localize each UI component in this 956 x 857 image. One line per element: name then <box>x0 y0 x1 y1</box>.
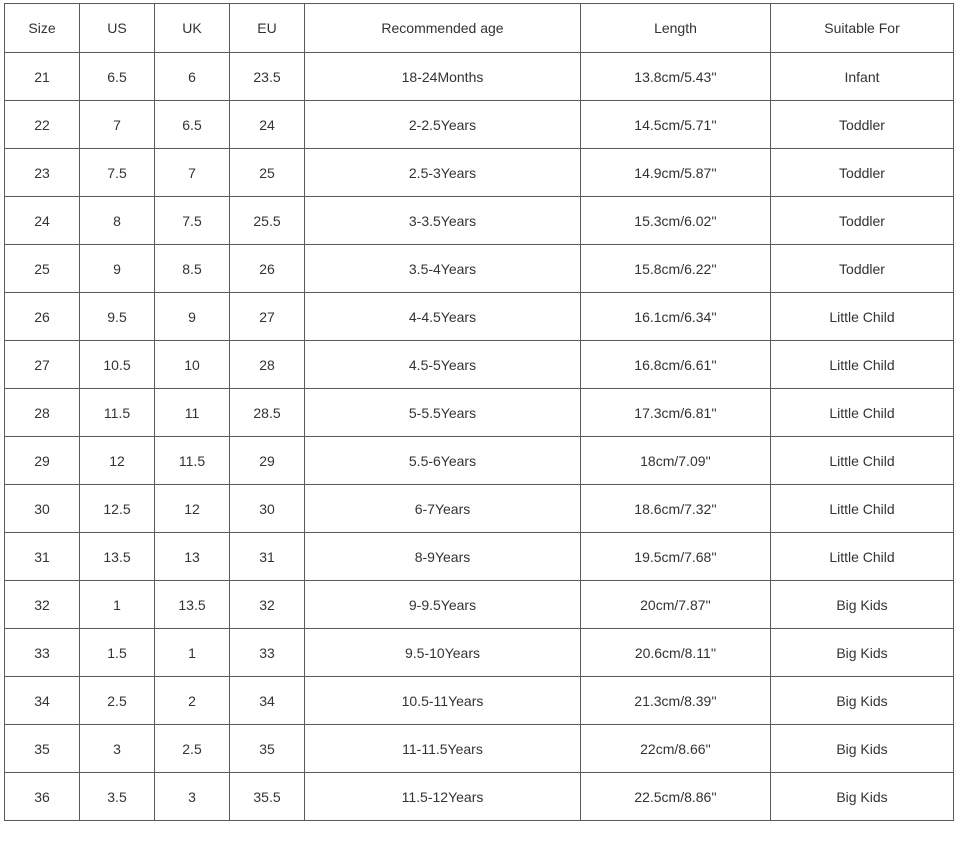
column-header-eu: EU <box>230 4 305 53</box>
table-body <box>5 53 954 821</box>
cell-recommended-age: 9.5-10Years <box>305 629 581 677</box>
cell-suitable-for: Big Kids <box>771 581 954 629</box>
cell-length: 22.5cm/8.86'' <box>581 773 771 821</box>
cell-uk: 6.5 <box>155 101 230 149</box>
cell-length: 17.3cm/6.81'' <box>581 389 771 437</box>
cell-eu: 23.5 <box>230 53 305 101</box>
cell-eu: 31 <box>230 533 305 581</box>
cell-suitable-for: Little Child <box>771 389 954 437</box>
cell-recommended-age: 2.5-3Years <box>305 149 581 197</box>
cell-length: 20cm/7.87'' <box>581 581 771 629</box>
table-header-row <box>5 4 954 53</box>
cell-size: 35 <box>5 725 80 773</box>
cell-length: 15.3cm/6.02'' <box>581 197 771 245</box>
table-row <box>5 341 954 389</box>
table-row <box>5 437 954 485</box>
cell-recommended-age: 3-3.5Years <box>305 197 581 245</box>
cell-recommended-age: 11-11.5Years <box>305 725 581 773</box>
cell-size: 26 <box>5 293 80 341</box>
table-row <box>5 389 954 437</box>
cell-uk: 11 <box>155 389 230 437</box>
cell-us: 7.5 <box>80 149 155 197</box>
cell-eu: 28 <box>230 341 305 389</box>
cell-suitable-for: Toddler <box>771 197 954 245</box>
cell-recommended-age: 3.5-4Years <box>305 245 581 293</box>
cell-eu: 30 <box>230 485 305 533</box>
cell-uk: 2.5 <box>155 725 230 773</box>
cell-recommended-age: 4.5-5Years <box>305 341 581 389</box>
cell-uk: 13 <box>155 533 230 581</box>
cell-length: 18.6cm/7.32'' <box>581 485 771 533</box>
cell-size: 33 <box>5 629 80 677</box>
cell-suitable-for: Toddler <box>771 101 954 149</box>
cell-suitable-for: Big Kids <box>771 629 954 677</box>
cell-suitable-for: Toddler <box>771 245 954 293</box>
cell-length: 19.5cm/7.68'' <box>581 533 771 581</box>
cell-recommended-age: 8-9Years <box>305 533 581 581</box>
cell-uk: 12 <box>155 485 230 533</box>
cell-suitable-for: Little Child <box>771 485 954 533</box>
cell-suitable-for: Big Kids <box>771 773 954 821</box>
cell-uk: 13.5 <box>155 581 230 629</box>
cell-suitable-for: Infant <box>771 53 954 101</box>
table-row <box>5 677 954 725</box>
cell-us: 7 <box>80 101 155 149</box>
table-row <box>5 629 954 677</box>
column-header-uk: UK <box>155 4 230 53</box>
cell-us: 2.5 <box>80 677 155 725</box>
cell-length: 21.3cm/8.39'' <box>581 677 771 725</box>
cell-size: 31 <box>5 533 80 581</box>
cell-us: 12.5 <box>80 485 155 533</box>
cell-eu: 29 <box>230 437 305 485</box>
size-chart-table <box>4 3 954 821</box>
cell-uk: 9 <box>155 293 230 341</box>
cell-suitable-for: Little Child <box>771 533 954 581</box>
cell-size: 23 <box>5 149 80 197</box>
cell-us: 9 <box>80 245 155 293</box>
cell-us: 1.5 <box>80 629 155 677</box>
table-row <box>5 581 954 629</box>
cell-eu: 33 <box>230 629 305 677</box>
cell-us: 1 <box>80 581 155 629</box>
table-row <box>5 293 954 341</box>
table-row <box>5 485 954 533</box>
cell-uk: 8.5 <box>155 245 230 293</box>
cell-us: 13.5 <box>80 533 155 581</box>
table-row <box>5 725 954 773</box>
cell-us: 12 <box>80 437 155 485</box>
cell-eu: 25 <box>230 149 305 197</box>
cell-eu: 25.5 <box>230 197 305 245</box>
column-header-recommended-age: Recommended age <box>305 4 581 53</box>
cell-length: 14.9cm/5.87'' <box>581 149 771 197</box>
cell-length: 22cm/8.66'' <box>581 725 771 773</box>
cell-recommended-age: 18-24Months <box>305 53 581 101</box>
cell-length: 18cm/7.09'' <box>581 437 771 485</box>
cell-eu: 32 <box>230 581 305 629</box>
table-row <box>5 149 954 197</box>
cell-size: 30 <box>5 485 80 533</box>
table-row <box>5 245 954 293</box>
table-row <box>5 53 954 101</box>
cell-size: 27 <box>5 341 80 389</box>
cell-us: 3 <box>80 725 155 773</box>
cell-recommended-age: 11.5-12Years <box>305 773 581 821</box>
cell-uk: 7 <box>155 149 230 197</box>
cell-uk: 3 <box>155 773 230 821</box>
cell-size: 36 <box>5 773 80 821</box>
table-row <box>5 197 954 245</box>
cell-size: 22 <box>5 101 80 149</box>
cell-eu: 24 <box>230 101 305 149</box>
cell-eu: 28.5 <box>230 389 305 437</box>
cell-uk: 1 <box>155 629 230 677</box>
cell-size: 34 <box>5 677 80 725</box>
cell-length: 16.1cm/6.34'' <box>581 293 771 341</box>
column-header-length: Length <box>581 4 771 53</box>
cell-recommended-age: 5.5-6Years <box>305 437 581 485</box>
cell-size: 21 <box>5 53 80 101</box>
cell-recommended-age: 6-7Years <box>305 485 581 533</box>
cell-uk: 6 <box>155 53 230 101</box>
cell-us: 3.5 <box>80 773 155 821</box>
cell-suitable-for: Toddler <box>771 149 954 197</box>
cell-suitable-for: Little Child <box>771 341 954 389</box>
cell-recommended-age: 4-4.5Years <box>305 293 581 341</box>
table-row <box>5 533 954 581</box>
cell-uk: 2 <box>155 677 230 725</box>
cell-uk: 11.5 <box>155 437 230 485</box>
column-header-suitable-for: Suitable For <box>771 4 954 53</box>
cell-length: 14.5cm/5.71'' <box>581 101 771 149</box>
cell-length: 13.8cm/5.43'' <box>581 53 771 101</box>
cell-us: 10.5 <box>80 341 155 389</box>
cell-us: 6.5 <box>80 53 155 101</box>
cell-size: 25 <box>5 245 80 293</box>
cell-suitable-for: Little Child <box>771 437 954 485</box>
cell-length: 16.8cm/6.61'' <box>581 341 771 389</box>
table-row <box>5 101 954 149</box>
cell-size: 29 <box>5 437 80 485</box>
cell-eu: 35 <box>230 725 305 773</box>
cell-recommended-age: 5-5.5Years <box>305 389 581 437</box>
cell-size: 24 <box>5 197 80 245</box>
cell-eu: 26 <box>230 245 305 293</box>
cell-size: 32 <box>5 581 80 629</box>
cell-eu: 34 <box>230 677 305 725</box>
cell-suitable-for: Little Child <box>771 293 954 341</box>
cell-suitable-for: Big Kids <box>771 725 954 773</box>
column-header-us: US <box>80 4 155 53</box>
cell-eu: 35.5 <box>230 773 305 821</box>
cell-eu: 27 <box>230 293 305 341</box>
cell-us: 8 <box>80 197 155 245</box>
cell-length: 15.8cm/6.22'' <box>581 245 771 293</box>
table-row <box>5 773 954 821</box>
cell-us: 9.5 <box>80 293 155 341</box>
cell-suitable-for: Big Kids <box>771 677 954 725</box>
cell-recommended-age: 9-9.5Years <box>305 581 581 629</box>
cell-uk: 10 <box>155 341 230 389</box>
cell-us: 11.5 <box>80 389 155 437</box>
cell-uk: 7.5 <box>155 197 230 245</box>
column-header-size: Size <box>5 4 80 53</box>
cell-recommended-age: 10.5-11Years <box>305 677 581 725</box>
cell-size: 28 <box>5 389 80 437</box>
cell-length: 20.6cm/8.11'' <box>581 629 771 677</box>
cell-recommended-age: 2-2.5Years <box>305 101 581 149</box>
